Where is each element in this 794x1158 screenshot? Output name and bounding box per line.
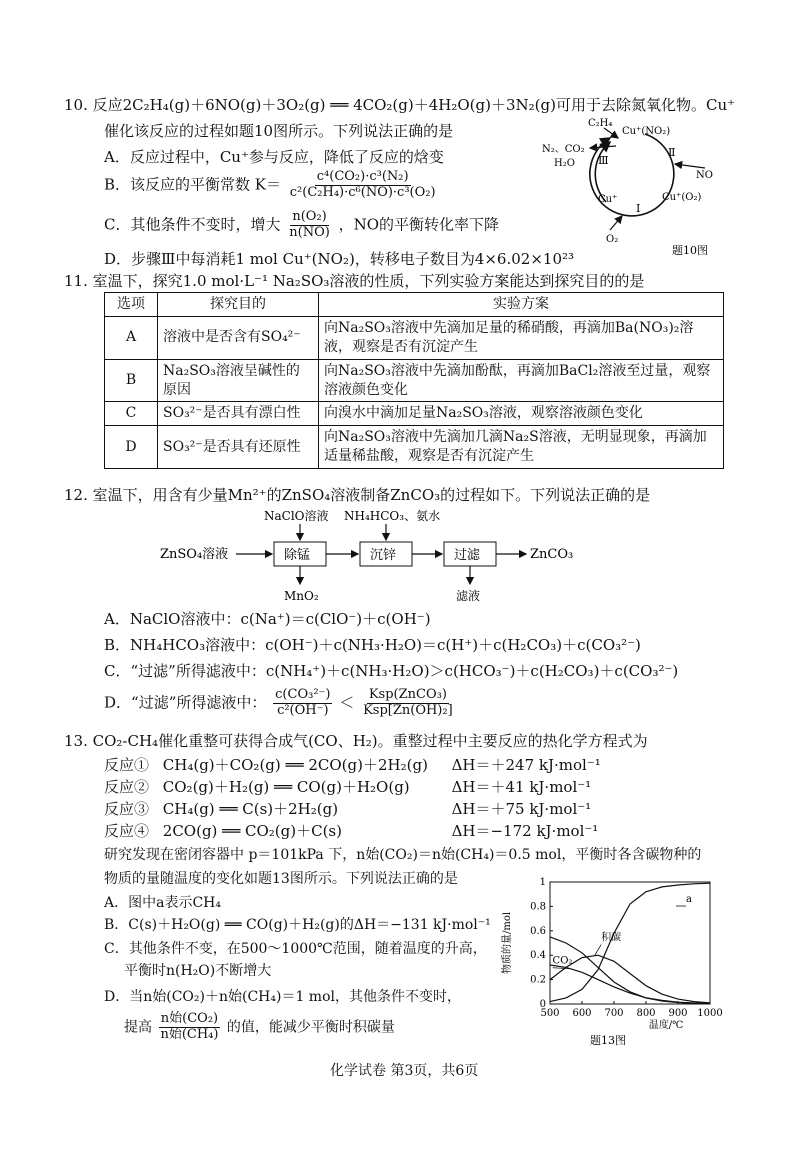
q13-option-d-line1: D．当n始(CO₂)＋n始(CH₄)＝1 mol，其他条件不变时， — [104, 989, 461, 1005]
series-line-3 — [550, 955, 710, 1003]
svg-text:沉锌: 沉锌 — [370, 548, 397, 563]
label-o2: O₂ — [606, 234, 619, 245]
q10-option-c: C．其他条件不变时，增大 $\frac{\text{n(O₂)}}{n(NO)}$ ，NO的平衡转化率下降 — [104, 209, 500, 240]
q13-option-a: A．图中a表示CH₄ — [104, 895, 221, 911]
q13-option-d-line2: 提高 $\frac{\text{n始(CO₂)}}{\text{n始(CH₄)}}$ 的值，能减少平衡时积碳量 — [124, 1011, 395, 1042]
label-c2h4: C₂H₄ — [588, 118, 613, 129]
q10-b-fraction: $\frac{\text{c⁴(CO₂)·c³(N₂)}}{\text{c²(C₂H₄)·c⁶(NO)·c³(O₂)}}$ — [289, 169, 436, 200]
q13-reaction-4: 反应④ 2CO(g) ══ CO₂(g)＋C(s) ΔH＝−172 kJ·mol⁻¹ — [104, 822, 599, 840]
q12-d-fraction-left: $\frac{\text{c(CO₃²⁻)}}{\text{c²(OH⁻)}}$ — [275, 687, 331, 718]
leader-line — [595, 945, 601, 956]
q12-option-a: A．NaClO溶液中：c(Na⁺)＝c(ClO⁻)＋c(OH⁻) — [104, 610, 431, 628]
q10-stem-line1: 10. 反应2C₂H₄(g)＋6NO(g)＋3O₂(g) ══ 4CO₂(g)＋4H₂O(g)＋3N₂(g)可用于去除氮氧化物。Cu⁺ — [64, 96, 736, 114]
label-step2: Ⅱ — [668, 146, 676, 159]
q11-stem: 11. 室温下，探究1.0 mol·L⁻¹ Na₂SO₃溶液的性质，下列实验方案能达到探究目的的是 — [64, 272, 645, 290]
y-tick-label: 0 — [539, 999, 546, 1010]
table-row: B Na₂SO₃溶液呈碱性的原因 向Na₂SO₃溶液中先滴加酚酞，再滴加BaCl₂溶液至过量，观察溶液颜色变化 — [105, 359, 724, 402]
y-tick-label: 0.6 — [530, 925, 546, 937]
flow-end: ZnCO₃ — [530, 547, 574, 562]
q13-option-c-line2: 平衡时n(H₂O)不断增大 — [124, 963, 272, 979]
svg-text:除锰: 除锰 — [284, 548, 311, 563]
y-tick-label: 0.2 — [530, 974, 546, 986]
q10-cycle-diagram — [540, 112, 730, 262]
label-step1: Ⅰ — [636, 202, 641, 215]
q13-reaction-1: 反应① CH₄(g)＋CO₂(g) ══ 2CO(g)＋2H₂(g) ΔH＝＋247 kJ·mol⁻¹ — [104, 756, 601, 774]
q13-option-c-line1: C．其他条件不变，在500～1000℃范围，随着温度的升高， — [104, 941, 487, 957]
label-cu-no2: Cu⁺(NO₂) — [622, 126, 671, 137]
header-aim: 探究目的 — [158, 293, 319, 317]
arrow-in-no — [675, 164, 705, 168]
q11-number: 11. — [64, 272, 88, 290]
label-h2o: H₂O — [554, 158, 575, 169]
flow-step3-output: 滤液 — [456, 589, 481, 603]
q10-c-fraction: $\frac{\text{n(O₂)}}{n(NO)}$ — [289, 209, 330, 240]
q12-option-d: D．“过滤”所得滤液中： $\frac{\text{c(CO₃²⁻)}}{\text{c²(OH⁻)}}$ ＜ $\frac{\text{Ksp(ZnCO₃)}}{\text{Ksp[Zn(OH)₂]}}$ — [104, 687, 453, 718]
q13-reaction-2: 反应② CO₂(g)＋H₂(g) ══ CO(g)＋H₂O(g) ΔH＝＋41 kJ·mol⁻¹ — [104, 778, 592, 796]
flow-step2-input: NH₄HCO₃、氨水 — [344, 509, 441, 523]
x-axis-label: 温度/℃ — [648, 1020, 684, 1031]
page-footer: 化学试卷 第3页，共6页 — [330, 1063, 479, 1079]
table-row: C SO₃²⁻是否具有漂白性 向溴水中滴加足量Na₂SO₃溶液，观察溶液颜色变化 — [105, 402, 724, 426]
label-step3: Ⅲ — [598, 154, 609, 167]
series-label: CO₂ — [552, 955, 573, 967]
q13-number: 13. — [64, 732, 88, 750]
figure13-caption: 题13图 — [590, 1034, 626, 1047]
q13-reaction-3: 反应③ CH₄(g) ══ C(s)＋2H₂(g) ΔH＝＋75 kJ·mol⁻¹ — [104, 800, 592, 818]
table-row: D SO₃²⁻是否具有还原性 向Na₂SO₃溶液中先滴加几滴Na₂S溶液，无明显现象，再滴加适量稀盐酸，观察是否有沉淀产生 — [105, 426, 724, 469]
label-no: NO — [696, 170, 713, 181]
cycle-arc-left — [595, 142, 610, 202]
table-header-row — [105, 293, 724, 317]
arrow-in-c2h4 — [604, 128, 618, 138]
x-tick-label: 900 — [668, 1008, 688, 1019]
q13-d-fraction: $\frac{\text{n始(CO₂)}}{\text{n始(CH₄)}}$ — [160, 1011, 219, 1042]
series-label: 积碳 — [601, 932, 622, 944]
y-tick-label: 0.4 — [530, 950, 546, 962]
q10-option-d: D．步骤Ⅲ中每消耗1 mol Cu⁺(NO₂)，转移电子数目为4×6.02×10²³ — [104, 250, 575, 268]
flow-step1-input: NaClO溶液 — [264, 509, 329, 523]
q10-option-a: A．反应过程中，Cu⁺参与反应，降低了反应的焓变 — [104, 148, 444, 166]
q13-research-line2: 物质的量随温度的变化如题13图所示。下列说法正确的是 — [104, 871, 458, 887]
label-cu: Cu⁺ — [598, 194, 618, 205]
svg-text:过滤: 过滤 — [454, 548, 481, 563]
arrow-in-o2 — [610, 216, 622, 230]
q12-option-c: C．“过滤”所得滤液中：c(NH₄⁺)＋c(NH₃·H₂O)＞c(HCO₃⁻)＋c(H₂CO₃)＋c(CO₃²⁻) — [104, 662, 679, 680]
label-n2-co2: N₂、CO₂ — [542, 144, 585, 155]
flow-start: ZnSO₄溶液 — [160, 547, 229, 562]
q10-option-b: B．该反应的平衡常数 K＝ $\frac{\text{c⁴(CO₂)·c³(N₂)}}{\text{c²(C₂H₄)·c⁶(NO)·c³(O₂)}}$ — [104, 169, 436, 200]
flow-step1-output: MnO₂ — [284, 589, 319, 603]
figure10-caption: 题10图 — [672, 244, 708, 257]
q13-chart — [498, 876, 728, 1050]
header-plan: 实验方案 — [319, 293, 724, 317]
y-tick-label: 1 — [539, 877, 546, 888]
series-label: a — [686, 894, 692, 905]
q12-number: 12. — [64, 486, 88, 504]
x-tick-label: 500 — [540, 1008, 560, 1019]
x-tick-label: 800 — [636, 1008, 656, 1019]
q13-option-b: B．C(s)＋H₂O(g) ══ CO(g)＋H₂(g)的ΔH＝−131 kJ·mol⁻¹ — [104, 917, 491, 933]
label-cu-o2: Cu⁺(O₂) — [662, 192, 702, 203]
q11-table — [104, 292, 724, 469]
series-line-2 — [550, 965, 710, 1003]
x-tick-label: 700 — [604, 1008, 624, 1019]
q10-number: 10. — [64, 96, 88, 114]
q12-stem: 12. 室温下，用含有少量Mn²⁺的ZnSO₄溶液制备ZnCO₃的过程如下。下列说法正确的是 — [64, 486, 651, 504]
q13-stem: 13. CO₂-CH₄催化重整可获得合成气(CO、H₂)。重整过程中主要反应的热化学方程式为 — [64, 732, 648, 750]
header-option: 选项 — [105, 293, 158, 317]
y-axis-label: 物质的量/mol — [502, 911, 513, 975]
y-tick-label: 0.8 — [530, 901, 546, 913]
q13-research-line1: 研究发现在密闭容器中 p＝101kPa 下，n始(CO₂)＝n始(CH₄)＝0.5 mol，平衡时各含碳物种的 — [104, 847, 702, 863]
table-row: A 溶液中是否含有SO₄²⁻ 向Na₂SO₃溶液中先滴加足量的稀硝酸，再滴加Ba(NO₃)₂溶液，观察是否有沉淀产生 — [105, 316, 724, 359]
q10-stem-line2: 催化该反应的过程如题10图所示。下列说法正确的是 — [104, 122, 454, 140]
x-tick-label: 1000 — [697, 1008, 723, 1019]
arrow-out-n2 — [590, 146, 616, 148]
q12-d-fraction-right: $\frac{\text{Ksp(ZnCO₃)}}{\text{Ksp[Zn(OH)₂]}}$ — [363, 687, 453, 718]
x-tick-label: 600 — [572, 1008, 592, 1019]
q12-option-b: B．NH₄HCO₃溶液中：c(OH⁻)＋c(NH₃·H₂O)＝c(H⁺)＋c(H₂CO₃)＋c(CO₃²⁻) — [104, 636, 641, 654]
q12-flow-diagram — [160, 506, 620, 610]
